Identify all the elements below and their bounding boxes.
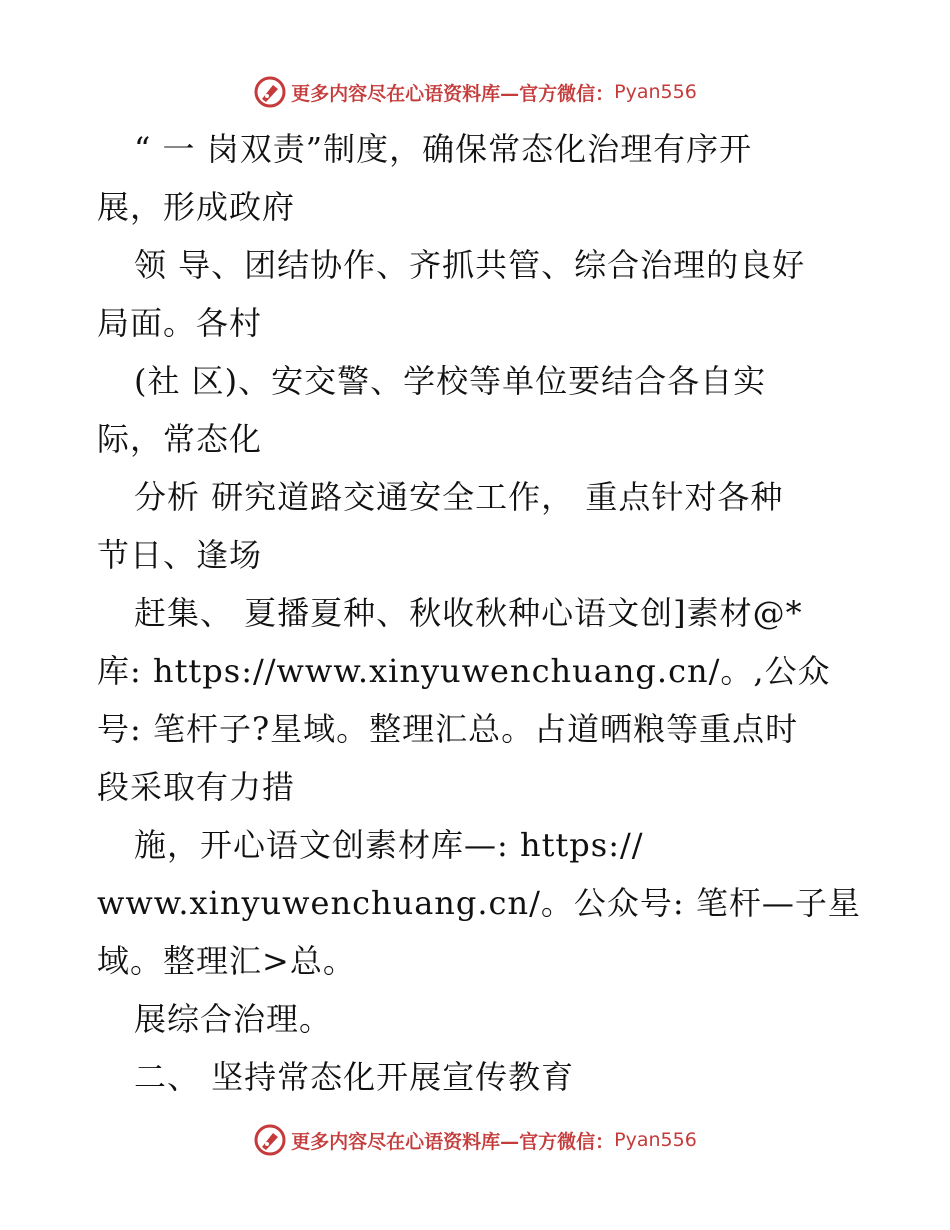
text-line: 展综合治理。 bbox=[134, 1000, 333, 1038]
text-line: 库: https://www.xinyuwenchuang.cn/。,公众 bbox=[97, 652, 831, 690]
text-line: 赶集、 夏播夏种、秋收秋种心语文创]素材@* bbox=[134, 594, 803, 632]
pen-nib-icon bbox=[253, 1123, 287, 1157]
footer-banner bbox=[0, 1120, 950, 1160]
text-line: 展，形成政府 bbox=[97, 188, 296, 226]
text-line: 节日、逢场 bbox=[97, 536, 263, 574]
text-line: 域。整理汇>总。 bbox=[97, 942, 356, 980]
header-banner bbox=[0, 72, 950, 112]
text-line: “ 一 岗双责”制度，确保常态化治理有序开 bbox=[134, 130, 753, 168]
document-body bbox=[97, 120, 861, 1106]
text-line: (社 区)、安交警、学校等单位要结合各自实 bbox=[134, 362, 767, 400]
header-banner-id: Pyan556 bbox=[614, 81, 697, 103]
footer-banner-id: Pyan556 bbox=[614, 1129, 697, 1151]
header-banner-text: 更多内容尽在心语资料库—官方微信： bbox=[291, 82, 615, 105]
footer-banner-text: 更多内容尽在心语资料库—官方微信： bbox=[291, 1130, 615, 1153]
text-line: 际，常态化 bbox=[97, 420, 263, 458]
text-line: 领 导、团结协作、齐抓共管、综合治理的良好 bbox=[134, 246, 806, 284]
pen-nib-icon bbox=[253, 75, 287, 109]
section-heading: 二、 坚持常态化开展宣传教育 bbox=[134, 1058, 575, 1096]
text-line: 局面。各村 bbox=[97, 304, 263, 342]
text-line: 段采取有力措 bbox=[97, 768, 296, 806]
text-line: 分析 研究道路交通安全工作， 重点针对各种 bbox=[134, 478, 784, 516]
text-line: 施，开心语文创素材库—: https:// bbox=[134, 826, 644, 864]
text-line: 号: 笔杆子?星域。整理汇总。占道晒粮等重点时 bbox=[97, 710, 799, 748]
text-line: www.xinyuwenchuang.cn/。公众号: 笔杆—子星 bbox=[97, 884, 861, 922]
